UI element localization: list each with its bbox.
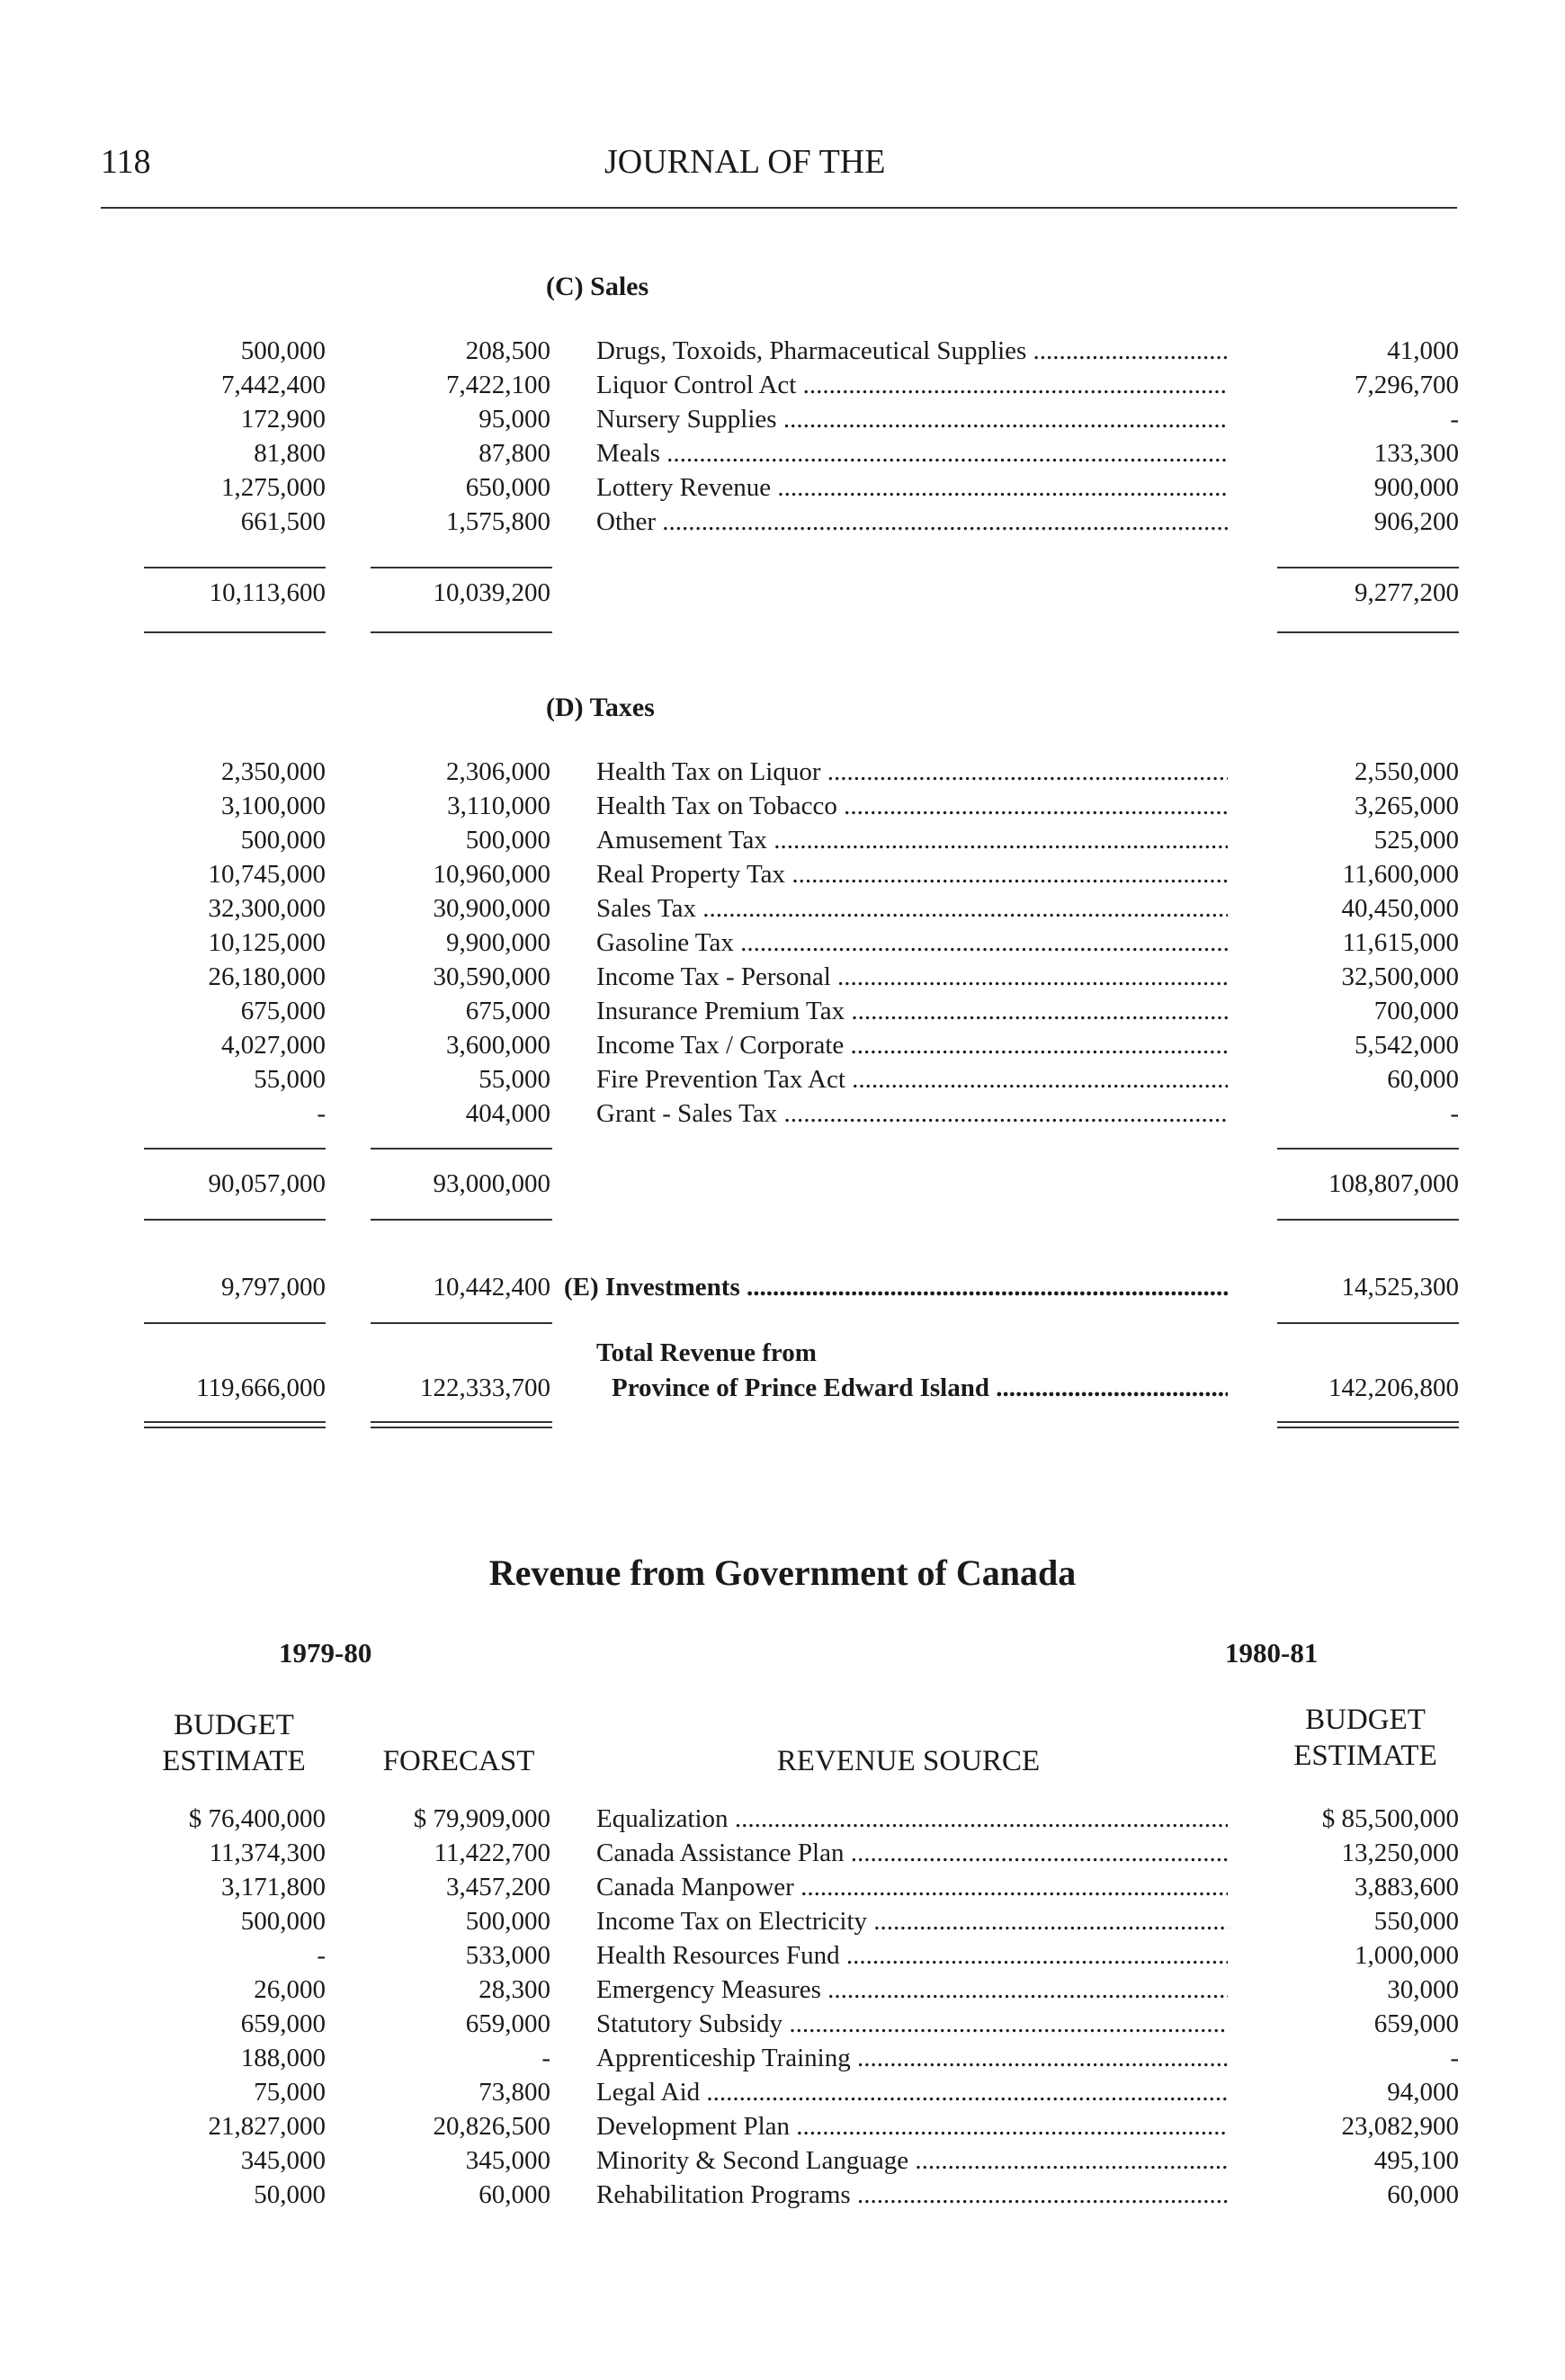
description-cell: Canada Assistance Plan ..... <box>596 1836 1228 1870</box>
taxes-rule-budget <box>144 1148 326 1150</box>
estimate-cell: 495,100 <box>1373 2146 1459 2175</box>
table-row <box>0 2178 1565 2212</box>
page-number: 118 <box>101 143 151 181</box>
forecast-cell: 30,590,000 <box>433 962 550 991</box>
description-cell: Meals ..... <box>596 436 1228 470</box>
budget-cell: 661,500 <box>240 507 326 536</box>
table-row <box>0 2109 1565 2143</box>
canada-section-title: Revenue from Government of Canada <box>488 1552 1077 1593</box>
forecast-cell: 675,000 <box>465 997 550 1025</box>
table-row <box>0 823 1565 857</box>
budget-cell: 1,275,000 <box>221 473 326 502</box>
col-header-budget-line1: BUDGET <box>174 1709 294 1741</box>
sales-total-underline-forecast <box>371 631 552 633</box>
sales-total-forecast: 10,039,200 <box>433 578 550 607</box>
table-row <box>0 960 1565 994</box>
estimate-cell: - <box>1450 405 1459 434</box>
forecast-cell: 533,000 <box>465 1941 550 1970</box>
taxes-total-underline-estimate <box>1277 1219 1459 1221</box>
description-cell: Emergency Measures ..... <box>596 1973 1228 2007</box>
table-row <box>0 926 1565 960</box>
estimate-cell: 32,500,000 <box>1341 962 1459 991</box>
forecast-cell: 650,000 <box>465 473 550 502</box>
forecast-cell: 55,000 <box>478 1065 550 1094</box>
total-revenue-label-line1: Total Revenue from <box>596 1338 817 1367</box>
taxes-heading: (D) Taxes <box>546 693 655 722</box>
estimate-cell: 3,883,600 <box>1355 1873 1459 1901</box>
description-cell: Health Resources Fund ..... <box>596 1938 1228 1973</box>
budget-cell: 500,000 <box>240 826 326 854</box>
table-row <box>0 1938 1565 1973</box>
taxes-total-estimate: 108,807,000 <box>1328 1169 1459 1198</box>
forecast-cell: $ 79,909,000 <box>413 1804 550 1833</box>
estimate-cell: 1,000,000 <box>1355 1941 1459 1970</box>
estimate-cell: 23,082,900 <box>1341 2112 1459 2141</box>
col-header-est-line2: ESTIMATE <box>1293 1740 1437 1772</box>
budget-cell: 26,180,000 <box>208 962 326 991</box>
budget-cell: 4,027,000 <box>221 1031 326 1060</box>
col-header-forecast: FORECAST <box>382 1745 535 1777</box>
budget-cell: 2,350,000 <box>221 757 326 786</box>
table-row <box>0 1973 1565 2007</box>
estimate-cell: 40,450,000 <box>1341 894 1459 923</box>
taxes-total-forecast: 93,000,000 <box>433 1169 550 1198</box>
estimate-cell: 60,000 <box>1387 2180 1459 2209</box>
running-title: JOURNAL OF THE <box>604 143 886 181</box>
col-header-est-line1: BUDGET <box>1305 1704 1426 1736</box>
estimate-cell: 550,000 <box>1373 1907 1459 1936</box>
estimate-cell: 13,250,000 <box>1341 1839 1459 1867</box>
table-row <box>0 1062 1565 1096</box>
forecast-cell: 60,000 <box>478 2180 550 2209</box>
budget-cell: - <box>317 1099 326 1128</box>
total-revenue-forecast: 122,333,700 <box>420 1373 550 1402</box>
budget-cell: 188,000 <box>240 2044 326 2072</box>
description-cell: Canada Manpower ..... <box>596 1870 1228 1904</box>
description-cell: Fire Prevention Tax Act ..... <box>596 1062 1228 1096</box>
total-revenue-estimate: 142,206,800 <box>1328 1373 1459 1402</box>
table-row <box>0 857 1565 891</box>
forecast-cell: 345,000 <box>465 2146 550 2175</box>
investments-row <box>0 1270 1565 1304</box>
description-cell: Drugs, Toxoids, Pharmaceutical Supplies ..... <box>596 334 1228 368</box>
budget-cell: 75,000 <box>254 2078 326 2107</box>
forecast-cell: - <box>541 2044 550 2072</box>
budget-cell: 3,171,800 <box>221 1873 326 1901</box>
sales-total-underline-estimate <box>1277 631 1459 633</box>
sales-rule-budget <box>144 567 326 568</box>
table-row <box>0 1836 1565 1870</box>
estimate-cell: 30,000 <box>1387 1975 1459 2004</box>
description-cell: Lottery Revenue ..... <box>596 470 1228 505</box>
total-revenue-double-rule-budget <box>144 1421 326 1428</box>
description-cell: Sales Tax ..... <box>596 891 1228 926</box>
col-header-budget-estimate-1980 <box>1266 1702 1464 1774</box>
investments-rule-estimate <box>1277 1322 1459 1324</box>
description-cell: Rehabilitation Programs ..... <box>596 2178 1228 2212</box>
table-row <box>0 368 1565 402</box>
estimate-cell: 11,600,000 <box>1342 860 1459 889</box>
investments-estimate: 14,525,300 <box>1341 1273 1459 1302</box>
budget-cell: 21,827,000 <box>208 2112 326 2141</box>
total-revenue-label-line2: Province of Prince Edward Island ..... <box>612 1371 1228 1405</box>
table-row <box>0 1904 1565 1938</box>
table-row <box>0 402 1565 436</box>
forecast-cell: 500,000 <box>465 1907 550 1936</box>
description-cell: Minority & Second Language ..... <box>596 2143 1228 2178</box>
forecast-cell: 500,000 <box>465 826 550 854</box>
table-row <box>0 1096 1565 1131</box>
budget-cell: $ 76,400,000 <box>188 1804 326 1833</box>
budget-cell: 50,000 <box>254 2180 326 2209</box>
description-cell: Health Tax on Liquor ..... <box>596 755 1228 789</box>
budget-cell: 675,000 <box>240 997 326 1025</box>
estimate-cell: 900,000 <box>1373 473 1459 502</box>
table-row <box>0 2143 1565 2178</box>
col-header-revenue-source: REVENUE SOURCE <box>776 1745 1041 1777</box>
description-cell: Equalization ..... <box>596 1802 1228 1836</box>
forecast-cell: 3,457,200 <box>446 1873 550 1901</box>
estimate-cell: 41,000 <box>1387 336 1459 365</box>
budget-cell: 10,745,000 <box>208 860 326 889</box>
forecast-cell: 2,306,000 <box>446 757 550 786</box>
budget-cell: 172,900 <box>240 405 326 434</box>
taxes-rule-estimate <box>1277 1148 1459 1150</box>
total-revenue-budget: 119,666,000 <box>196 1373 326 1402</box>
table-row <box>0 994 1565 1028</box>
forecast-cell: 3,110,000 <box>447 792 550 820</box>
taxes-total-underline-budget <box>144 1219 326 1221</box>
forecast-cell: 87,800 <box>478 439 550 468</box>
investments-rule-forecast <box>371 1322 552 1324</box>
forecast-cell: 659,000 <box>465 2009 550 2038</box>
description-cell: Other ..... <box>596 505 1228 539</box>
table-row <box>0 2041 1565 2075</box>
description-cell: Real Property Tax ..... <box>596 857 1228 891</box>
estimate-cell: - <box>1450 2044 1459 2072</box>
investments-forecast: 10,442,400 <box>433 1273 550 1302</box>
investments-budget: 9,797,000 <box>221 1273 326 1302</box>
total-revenue-double-rule-estimate <box>1277 1421 1459 1428</box>
table-row <box>0 789 1565 823</box>
estimate-cell: $ 85,500,000 <box>1321 1804 1459 1833</box>
sales-total-row <box>0 576 1565 610</box>
estimate-cell: 7,296,700 <box>1355 371 1459 399</box>
header-rule <box>101 207 1457 209</box>
year-left: 1979-80 <box>279 1637 372 1669</box>
table-row <box>0 436 1565 470</box>
table-row <box>0 891 1565 926</box>
table-row <box>0 470 1565 505</box>
table-row <box>0 1802 1565 1836</box>
estimate-cell: 3,265,000 <box>1355 792 1459 820</box>
budget-cell: 500,000 <box>240 1907 326 1936</box>
sales-total-underline-budget <box>144 631 326 633</box>
sales-total-estimate: 9,277,200 <box>1355 578 1459 607</box>
description-cell: Amusement Tax ..... <box>596 823 1228 857</box>
estimate-cell: 5,542,000 <box>1355 1031 1459 1060</box>
estimate-cell: 525,000 <box>1373 826 1459 854</box>
budget-cell: 345,000 <box>240 2146 326 2175</box>
forecast-cell: 10,960,000 <box>433 860 550 889</box>
forecast-cell: 28,300 <box>478 1975 550 2004</box>
forecast-cell: 3,600,000 <box>446 1031 550 1060</box>
col-header-budget-estimate <box>135 1707 333 1779</box>
budget-cell: 81,800 <box>254 439 326 468</box>
forecast-cell: 11,422,700 <box>434 1839 550 1867</box>
budget-cell: 11,374,300 <box>209 1839 326 1867</box>
forecast-cell: 30,900,000 <box>433 894 550 923</box>
description-cell: Statutory Subsidy ..... <box>596 2007 1228 2041</box>
estimate-cell: - <box>1450 1099 1459 1128</box>
sales-rule-forecast <box>371 567 552 568</box>
description-cell: Health Tax on Tobacco ..... <box>596 789 1228 823</box>
table-row <box>0 1028 1565 1062</box>
description-cell: Nursery Supplies ..... <box>596 402 1228 436</box>
table-row <box>0 2007 1565 2041</box>
investments-rule-budget <box>144 1322 326 1324</box>
estimate-cell: 659,000 <box>1373 2009 1459 2038</box>
estimate-cell: 2,550,000 <box>1355 757 1459 786</box>
table-row <box>0 505 1565 539</box>
forecast-cell: 95,000 <box>478 405 550 434</box>
table-row <box>0 1870 1565 1904</box>
budget-cell: 10,125,000 <box>208 928 326 957</box>
taxes-total-budget: 90,057,000 <box>208 1169 326 1198</box>
table-row <box>0 2075 1565 2109</box>
taxes-total-row <box>0 1167 1565 1201</box>
table-row <box>0 334 1565 368</box>
description-cell: Income Tax on Electricity ..... <box>596 1904 1228 1938</box>
forecast-cell: 20,826,500 <box>433 2112 550 2141</box>
total-revenue-row <box>0 1371 1565 1405</box>
estimate-cell: 700,000 <box>1373 997 1459 1025</box>
taxes-total-underline-forecast <box>371 1219 552 1221</box>
description-cell: Liquor Control Act ..... <box>596 368 1228 402</box>
estimate-cell: 11,615,000 <box>1342 928 1459 957</box>
budget-cell: 55,000 <box>254 1065 326 1094</box>
budget-cell: 7,442,400 <box>221 371 326 399</box>
forecast-cell: 208,500 <box>465 336 550 365</box>
budget-cell: 500,000 <box>240 336 326 365</box>
forecast-cell: 7,422,100 <box>446 371 550 399</box>
description-cell: Legal Aid ..... <box>596 2075 1228 2109</box>
investments-label: (E) Investments ..... <box>564 1270 1228 1304</box>
sales-total-budget: 10,113,600 <box>209 578 326 607</box>
estimate-cell: 906,200 <box>1373 507 1459 536</box>
budget-cell: 26,000 <box>254 1975 326 2004</box>
estimate-cell: 60,000 <box>1387 1065 1459 1094</box>
description-cell: Income Tax - Personal ..... <box>596 960 1228 994</box>
description-cell: Grant - Sales Tax ..... <box>596 1096 1228 1131</box>
estimate-cell: 94,000 <box>1387 2078 1459 2107</box>
forecast-cell: 9,900,000 <box>446 928 550 957</box>
description-cell: Insurance Premium Tax ..... <box>596 994 1228 1028</box>
description-cell: Development Plan ..... <box>596 2109 1228 2143</box>
total-revenue-double-rule-forecast <box>371 1421 552 1428</box>
table-row <box>0 755 1565 789</box>
taxes-rule-forecast <box>371 1148 552 1150</box>
budget-cell: 32,300,000 <box>208 894 326 923</box>
forecast-cell: 73,800 <box>478 2078 550 2107</box>
budget-cell: 3,100,000 <box>221 792 326 820</box>
forecast-cell: 1,575,800 <box>446 507 550 536</box>
forecast-cell: 404,000 <box>465 1099 550 1128</box>
sales-rule-estimate <box>1277 567 1459 568</box>
sales-heading: (C) Sales <box>546 272 649 301</box>
col-header-budget-line2: ESTIMATE <box>162 1745 306 1777</box>
year-right: 1980-81 <box>1225 1637 1319 1669</box>
estimate-cell: 133,300 <box>1373 439 1459 468</box>
description-cell: Income Tax / Corporate ..... <box>596 1028 1228 1062</box>
budget-cell: - <box>317 1941 326 1970</box>
budget-cell: 659,000 <box>240 2009 326 2038</box>
description-cell: Gasoline Tax ..... <box>596 926 1228 960</box>
description-cell: Apprenticeship Training ..... <box>596 2041 1228 2075</box>
